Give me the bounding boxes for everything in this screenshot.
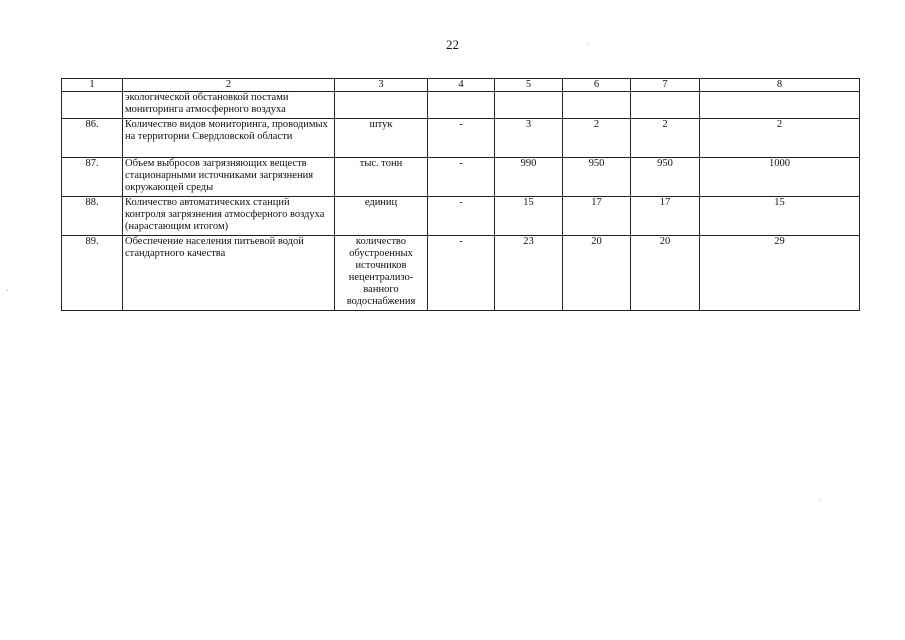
value-cell: 20 — [563, 236, 631, 311]
value-cell: 3 — [495, 119, 563, 158]
unit-cell: количество обустроенных источников нецентрализо-ванного водоснабжения — [335, 236, 428, 311]
scan-speck — [587, 44, 588, 45]
table-row — [62, 236, 860, 311]
value-cell: 2 — [631, 119, 700, 158]
table-row — [62, 158, 860, 197]
value-cell: 2 — [563, 119, 631, 158]
indicator-name: Количество видов мониторинга, проводимых на территории Свердловской области — [123, 119, 335, 158]
row-number: 86. — [62, 119, 123, 158]
page-number: 22 — [446, 37, 459, 52]
unit-cell: единиц — [335, 197, 428, 236]
column-header: 3 — [335, 79, 428, 92]
value-cell — [428, 92, 495, 119]
indicator-name: экологической обстановкой постами мониторинга атмосферного воздуха — [123, 92, 335, 119]
unit-cell: тыс. тонн — [335, 158, 428, 197]
row-number: 87. — [62, 158, 123, 197]
value-cell: 23 — [495, 236, 563, 311]
column-header: 4 — [428, 79, 495, 92]
value-cell: - — [428, 236, 495, 311]
indicators-table — [61, 78, 860, 311]
scan-speck — [820, 500, 821, 501]
value-cell: 950 — [563, 158, 631, 197]
value-cell: 29 — [700, 236, 860, 311]
column-header: 8 — [700, 79, 860, 92]
value-cell: 17 — [631, 197, 700, 236]
value-cell — [700, 92, 860, 119]
indicator-name: Количество автоматических станций контроля загрязнения атмосферного воздуха (нарастающим итогом) — [123, 197, 335, 236]
indicator-name: Обеспечение населения питьевой водой стандартного качества — [123, 236, 335, 311]
table-row — [62, 197, 860, 236]
value-cell: - — [428, 119, 495, 158]
column-header: 6 — [563, 79, 631, 92]
column-header: 5 — [495, 79, 563, 92]
value-cell: 20 — [631, 236, 700, 311]
value-cell — [495, 92, 563, 119]
value-cell — [563, 92, 631, 119]
indicator-name: Объем выбросов загрязняющих веществ стационарными источниками загрязнения окружающей среды — [123, 158, 335, 197]
table-row — [62, 119, 860, 158]
value-cell: 15 — [700, 197, 860, 236]
column-header: 7 — [631, 79, 700, 92]
value-cell: - — [428, 197, 495, 236]
row-number: 88. — [62, 197, 123, 236]
value-cell: - — [428, 158, 495, 197]
unit-cell: штук — [335, 119, 428, 158]
row-number — [62, 92, 123, 119]
unit-cell — [335, 92, 428, 119]
value-cell: 15 — [495, 197, 563, 236]
value-cell: 2 — [700, 119, 860, 158]
scan-speck — [7, 290, 8, 291]
column-header: 2 — [123, 79, 335, 92]
table-header-row — [62, 79, 860, 92]
value-cell: 990 — [495, 158, 563, 197]
column-header: 1 — [62, 79, 123, 92]
table-row — [62, 92, 860, 119]
value-cell: 950 — [631, 158, 700, 197]
value-cell — [631, 92, 700, 119]
value-cell: 1000 — [700, 158, 860, 197]
value-cell: 17 — [563, 197, 631, 236]
row-number: 89. — [62, 236, 123, 311]
